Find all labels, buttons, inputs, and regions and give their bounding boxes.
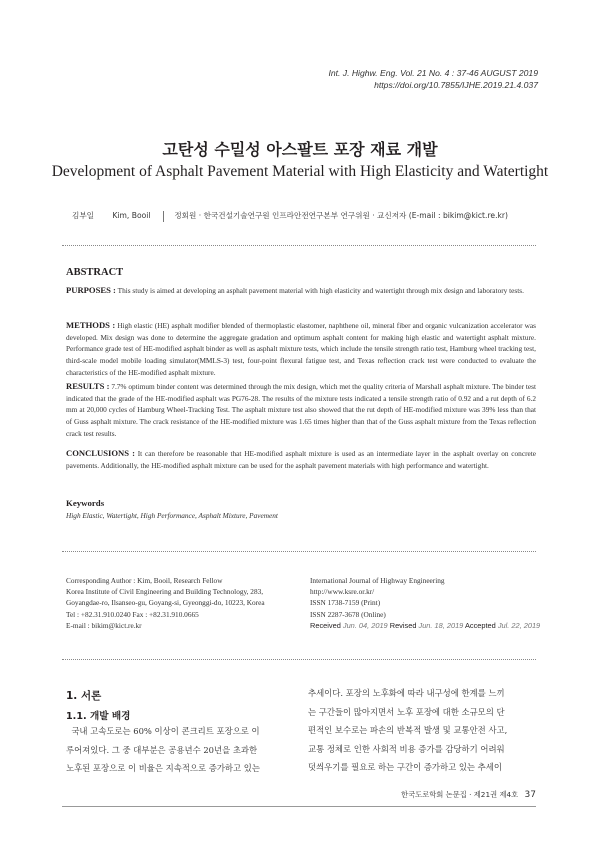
body-line: 노후된 포장으로 이 비율은 지속적으로 증가하고 있는 [66,763,260,773]
methods-text: High elastic (HE) asphalt modifier blended of thermoplastic elastomer, naphthene oil, mineral fiber and organic vulcanization accelerator was developed. Mix design was done to determine the aggregate gradation and optimum asphalt content for making high elastic and watertight asphalt mixture. Performance grade test of HE-modified asphalt binder as well as asphalt mixture tests, which include the tensile strength ratio test, Hamburg wheel tracking test, third-scale model mobile loading simulator(MMLS-3) test, four-point flexural fatigue test, and Texas reflection crack test were conducted to evaluate the characteristics of the HE-modified asphalt mixture. [66,321,536,377]
results-text: 7.7% optimum binder content was determined through the mix design, which met the quality criteria of Marshall asphalt mixture. The binder test indicated that the grade of the HE-modified asphalt was PG76-28. The results of the mixture tests indicated a tensile strength ratio of 0.92 and a rut depth of 6.2 mm at 20,000 cycles of Hamburg Wheel-Tracking Test. The asphalt mixture test also showed that the rut depth of HE-modified mixture was 39% less than that of Guss asphalt mixture. The crack resistance of the HE-modified mixture was 1.65 times higher than that of the Guss asphalt mixture from the Texas reflection crack test results. [66,382,537,438]
footer-journal: 한국도로학회 논문집 · 제21권 제4호 [401,790,519,799]
revised-date: Jun. 18, 2019 [418,620,464,630]
conclusions-label: CONCLUSIONS : [66,448,135,458]
abstract-conclusions [66,448,536,471]
purposes-label: PURPOSES : [66,285,116,295]
received-date: Jun. 04, 2019 [342,620,388,630]
body-line: 루어져있다. 그 중 대부분은 공용년수 20년을 초과한 [66,744,258,755]
page-footer [401,790,536,800]
accepted-label: Accepted [464,620,496,630]
divider-bottom [62,659,536,660]
body-line: 국내 고속도로는 60% 이상이 콘크리트 포장으로 이 [66,726,260,736]
subsection-heading: 1.1. 개발 배경 [66,711,131,722]
author-divider [163,211,164,222]
keywords-text: High Elastic, Watertight, High Performance, Asphalt Mixture, Pavement [66,511,278,520]
received-label: Received [310,620,341,630]
body-line: 추세이다. 포장의 노후화에 따라 내구성에 한계를 느끼 [308,688,505,698]
doi-link[interactable]: https://doi.org/10.7855/IJHE.2019.21.4.037 [374,80,538,90]
purposes-text: This study is aimed at developing an asphalt pavement material with high elasticity and watertight through mix design and laboratory tests. [117,286,524,295]
corresponding-author: Corresponding Author : Kim, Booil, Research Fellow [66,576,223,585]
methods-label: METHODS : [66,320,116,330]
correspondence-block [66,575,265,631]
title-english: Development of Asphalt Pavement Material with High Elasticity and Watertight [51,163,549,180]
email-line[interactable]: E-mail : bikim@kict.re.kr [66,620,142,630]
journal-header [328,67,538,91]
abstract-heading: ABSTRACT [66,267,124,278]
footer-rule [62,806,536,807]
revised-label: Revised [389,620,417,630]
dates-line [310,620,540,631]
abstract-results [66,381,536,440]
body-line: 교통 정체로 인한 사회적 비용 증가를 감당하기 어려워 [308,743,505,754]
author-name-english: Kim, Booil [112,211,151,220]
journal-citation: Int. J. Highw. Eng. Vol. 21 No. 4 : 37-46 AUGUST 2019 [328,68,538,78]
phone-fax-line: Tel : +82.31.910.0240 Fax : +82.31.910.0665 [66,609,199,619]
page-number: 37 [524,790,536,800]
author-name-korean: 김부일 [72,211,95,220]
author-line [72,210,508,222]
title-korean: 고탄성 수밀성 아스팔트 포장 재료 개발 [162,140,438,159]
abstract-purposes [66,285,536,297]
journal-name: International Journal of Highway Engineering [310,576,445,585]
body-left-column [66,722,296,778]
conclusions-text: It can therefore be reasonable that HE-modified asphalt mixture is used as an intermediate layer in the asphalt overlay on concrete pavements. Additionally, the HE-modified asphalt mixture can be used for the asphalt pavement materials with high performance and watertight. [66,449,537,470]
body-line: 편적인 보수로는 파손의 반복적 발생 및 교통안전 사고, [308,725,508,735]
issn-print: ISSN 1738-7159 (Print) [310,598,381,608]
body-line: 는 구간들이 많아지면서 노후 포장에 대한 소규모의 단 [308,706,505,717]
divider-top [62,245,536,246]
section-heading: 1. 서론 [66,690,102,702]
abstract-methods [66,320,536,379]
journal-info-block [310,575,540,631]
keywords-heading: Keywords [66,498,105,508]
issn-online: ISSN 2287-3678 (Online) [310,609,386,619]
results-label: RESULTS : [66,381,110,391]
body-right-column [308,684,538,777]
address-line: Goyangdae-ro, Ilsanseo-gu, Goyang-si, Gyeonggi-do, 10223, Korea [66,598,265,608]
accepted-date: Jul. 22, 2019 [497,620,541,630]
author-affiliation: 정회원 · 한국건설기술연구원 인프라안전연구본부 연구위원 · 교신저자 (E-mail : bikim@kict.re.kr) [174,211,508,220]
body-line: 덧씌우기를 필요로 하는 구간이 증가하고 있는 추세이 [308,762,502,772]
journal-url[interactable]: http://www.ksre.or.kr/ [310,587,375,597]
institute-line: Korea Institute of Civil Engineering and Building Technology, 283, [66,587,264,597]
divider-middle [62,551,536,552]
